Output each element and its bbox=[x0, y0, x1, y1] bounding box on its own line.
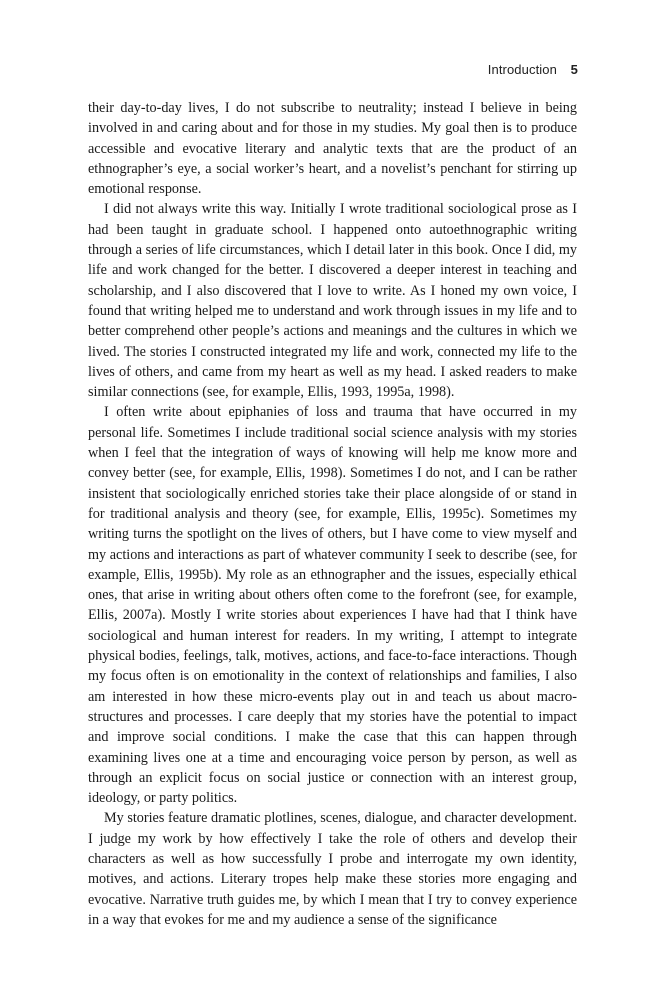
paragraph: My stories feature dramatic plotlines, scenes, dialogue, and character development. I judge my work by how effectively I take the role of others and develop their characters as well as how successfully I probe and interrogate my own identity, motives, and actions. Literary tropes help make these stories more engaging and evocative. Narrative truth guides me, by which I mean that I try to convey experience in a way that evokes for me and my audience a sense of the significance bbox=[88, 810, 577, 928]
running-head-section: Introduction bbox=[487, 62, 557, 77]
paragraph-continued: their day-to-day lives, I do not subscribe to neutrality; instead I believe in being involved in and caring about and for those in my studies. My goal then is to produce accessible and evocative literary and analytic texts that are the product of an ethnographer’s eye, a social worker’s heart, and a novelist’s penchant for stirring up emotional response. bbox=[88, 100, 577, 198]
running-head bbox=[488, 62, 578, 77]
page-number: 5 bbox=[570, 62, 578, 77]
body-text bbox=[88, 98, 577, 930]
paragraph: I often write about epiphanies of loss and trauma that have occurred in my personal life. Sometimes I include traditional social science analysis with my stories when I feel that the integration of ways of knowing will help me know more and convey better (see, for example, Ellis, 1998). Sometimes I do not, and I can be rather insistent that sociologically enriched stories take their place alongside of or stand in for traditional analysis and theory (see, for example, Ellis, 1995c). Sometimes my writing turns the spotlight on the lives of others, but I have come to view myself and my actions and interactions as part of whatever community I seek to describe (see, for example, Ellis, 1995b). My role as an ethnographer and the issues, especially ethical ones, that arise in writing about others often come to the forefront (see, for example, Ellis, 2007a). Mostly I write stories about experiences I have had that I think have sociological and human interest for readers. In my writing, I attempt to integrate physical bodies, feelings, talk, motives, actions, and face-to-face interactions. Though my focus often is on emotionality in the context of relationships and families, I also am interested in how these micro-events play out in and teach us about macro-structures and processes. I care deeply that my stories have the potential to impact and improve social conditions. I make the case that this can happen through examining lives one at a time and encouraging voice person by person, as well as through an explicit focus on social justice or connection with an interest group, ideology, or party politics. bbox=[88, 404, 577, 807]
paragraph: I did not always write this way. Initially I wrote traditional sociological prose as I had been taught in graduate school. I happened onto autoethnographic writing through a series of life circumstances, which I detail later in this book. Once I did, my life and work changed for the better. I discovered a deeper interest in teaching and scholarship, and I also discovered that I love to write. As I honed my own voice, I found that writing helped me to understand and work through issues in my life and to better comprehend other people’s actions and meanings and the cultures in which we lived. The stories I constructed integrated my life and work, connected my life to the lives of others, and came from my heart as well as my head. I asked readers to make similar connections (see, for example, Ellis, 1993, 1995a, 1998). bbox=[88, 201, 577, 401]
